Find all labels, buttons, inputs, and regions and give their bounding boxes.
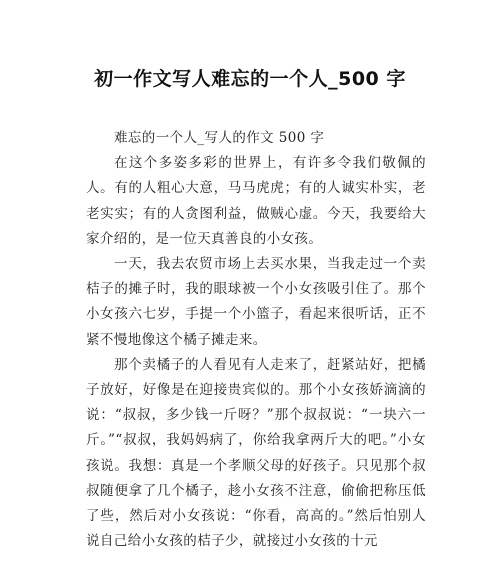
paragraph-1: 在这个多姿多彩的世界上，有许多令我们敬佩的人。有的人粗心大意，马马虎虎；有的人诚实朴实，老老实实；有的人贪图利益，做贼心虚。今天，我要给大家介绍的，是一位天真善良的小女孩。	[86, 155, 426, 247]
document-body	[86, 126, 426, 554]
document-title: 初一作文写人难忘的一个人_500 字	[94, 68, 406, 90]
document-subtitle: 难忘的一个人_写人的作文 500 字	[114, 130, 325, 146]
paragraph-3: 那个卖橘子的人看见有人走来了，赶紧站好，把橘子放好，好像是在迎接贵宾似的。那个小女孩娇滴滴的说：“叔叔，多少钱一斤呀？”那个叔叔说：“一块六一斤。”“叔叔，我妈妈病了，你给我拿两斤大的吧。”小女孩说。我想：真是一个孝顺父母的好孩子。只见那个叔叔随便拿了几个橘子，趁小女孩不注意，偷偷把称压低了些，然后对小女孩说：“你看，高高的。”然后怕别人说自己给小女孩的桔子少，就接过小女孩的十元	[86, 356, 426, 550]
paragraph-2: 一天，我去农贸市场上去买水果，当我走过一个卖桔子的摊子时，我的眼球被一个小女孩吸引住了。那个小女孩六七岁，手提一个小篮子，看起来很听话，正不紧不慢地像这个橘子摊走来。	[86, 256, 426, 348]
